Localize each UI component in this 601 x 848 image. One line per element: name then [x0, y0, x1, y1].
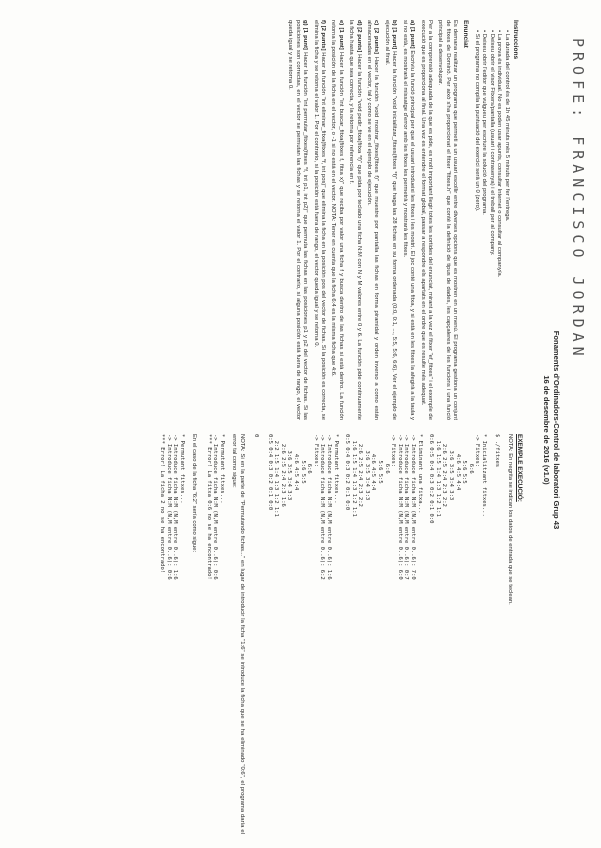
- example-note-second-error: En el caso de la ficha "6:2" sería como sigue:: [191, 434, 198, 553]
- exam-date: 16 de desembre de 2016 (v1.0): [542, 375, 551, 485]
- statement-column: [286, 20, 523, 420]
- instruction-item: • Deixeu obrir l'editor que vulgueu per escriure la solució del programa.: [481, 30, 488, 215]
- instruction-item: • La durada del control és de 1h 45 minuts més 5 minuts per fer l'entrega.: [503, 30, 510, 222]
- exam-header: [541, 240, 561, 620]
- console-output-permute: * Permutant fitxes... -> Introduce ficha N:M (N,M entre 0..6): 1:6 -> Introduce ficha N:M (N,M entre 0..6): 6:2 -> Fitxes: 6:6 5:6 5:5 4:6 4:5 4:4 3:6 3:5 3:4 3:3 2:6 2:5 2:4 2:3 1:6 2:2 1:5 1:4 1:3 1:2 1:1 0:5 0:4 0:3 0:2 0:1 0:0 0: [253, 434, 339, 580]
- exercise-part-f: f) [2 punts] Hacer la función "int eliminar_fitxa(fitxes *f, int pos)" que elimina la ficha en la posición pos del vector de fichas. Si la posición es correcta, se elimina la ficha y se retorna el valor 1. Por el contrario, si la posición está fuera de rango, el vector queda igual y se retorna 0.: [312, 20, 327, 420]
- exercise-part-c: c) [2 punts] Hacer la función "void mostrar_fitxes(fitxes f)" que muestre por pantalla las fichas en forma piramidal y orden inverso a como están almacenadas en el vector, tal y como se ve en el ejemplo de ejecución.: [366, 20, 380, 420]
- exam-title: Fonaments d'Ordinadors-Control de laboratori Grup 43: [552, 330, 561, 530]
- teacher-stamp: PROFE: FRANCISCO JORDAN: [569, 38, 587, 361]
- console-output-remove: * Eliminant una fitxa... -> Introduce ficha N:M (N,M entre 0..6): 7:0 -> Introduce ficha N:M (N,M entre 0..6): 0:7 -> Introduce ficha N:M (N,M entre 0..6): 6:0 -> Fitxes: 6:6 5:6 5:5 4:6 4:5 4:4 3:6 3:5 3:4 3:3 2:6 2:5 2:4 2:3 2:2 1:6 1:5 1:4 1:3 1:2 1:1 0:5 0:4 0:3 0:2 0:1 0:0: [344, 434, 423, 580]
- example-column: [158, 434, 523, 834]
- instruction-item: • Deixeu obrir el visor Fitxers/pantalla (usuari i contrasenya) i el treball per al company.: [488, 30, 495, 256]
- instruction-item: • La prova és individual. No es poden usar apunts, consultar Internet o consultar al company/a.: [496, 30, 503, 278]
- console-output-error-2: * Permutant fitxes... -> Introduce ficha N:M (N,M entre 0..6): 1:6 -> Introduce ficha N:M (N,M entre 0..6): 0:6 *** Error! La ficha 2 no se ha encontrado!: [159, 434, 185, 580]
- exercise-part-b: b) [1 punt] Hacer la función "void inicialitzar_fitxes(fitxes *f)" que haga las 28 fichas en su forma ordenada (0:0, 0:1, ..., 5:5, 5:6, 6:6). Ver el ejemplo de ejecución al final.: [383, 20, 398, 420]
- console-output-error: * Permutant fitxes... -> Introduce ficha N:M (N,M entre 0..6): 0:6 *** Error! La fitxa 0:6 no se ha encontrado!: [205, 434, 225, 580]
- instructions-heading: Instruccions: [512, 20, 519, 60]
- example-heading: EXEMPLE EXECUCIÓ:: [516, 434, 523, 502]
- exercise-part-d: d) [2 punts] Hacer la función "void pedir_fitxa(fitxa *f)" que pida por teclado una ficha N:M con N y M valores entre 0 y 6. La función pide continuamente la ficha hasta que sea correcta, y la retorna por referencia en f.: [348, 20, 362, 420]
- exercise-part-e: e) [1 punt] Hacer la función "int buscar_fitxa(fitxes f, fitxa x)" que reciba por valor una ficha f y busca dentro de las fichas si está dentro. La función retorna la posición de la ficha en el vector, o -1 si no está en el vector. NOTA: Tener en cuenta que la ficha 6:4 es la misma ficha que 4:6.: [330, 20, 344, 421]
- statement-paragraph: Es demana realitzar un programa que permeti a un usuari escollir entre diverses opcions que es mostren en un menú. El programa gestiona un conjunt de fitxes de Dominó. Per això s'ha proporcionat el fitxer "fitxes.h" que conté la definició de tipus de dades, les capçaleres de les funcions i una funció principal a desenvolupar.: [437, 20, 459, 420]
- exercise-part-g: g) [1 punt] Hacer la función "int permutar_fitxes(fitxes *f, int p1, int p2)" que permuta las fichas en las posiciones p1 y p2 del vector de fichas. Si las posiciones son correctas, en el vector se permutan las fichas y se retorna el valor 1. Por el contrario, si alguna posición está fuera de rango, el vector queda igual y se retorna 0.: [287, 20, 309, 420]
- example-note-error: NOTA: Si en la parte de "Permutando fichas..." en lugar de introducir la ficha "1:6" se introduce la ficha que se ha eliminado "0:6", el programa daría el error tal como sigue:: [231, 434, 245, 834]
- instruction-item: • Si el programa no compila la puntuació del exercici serà un 0 (zero).: [473, 30, 480, 212]
- statement-heading: Enunciat: [461, 20, 469, 48]
- console-output-init: $ ./fitxes * Inicialitzant fitxes... -> Fitxes: 6:6 5:6 5:5 4:6 4:5 4:4 3:6 3:5 3:4 3:3 2:6 2:5 2:4 2:3 2:2 1:6 1:5 1:4 1:3 1:2 1:1 0:6 0:5 0:4 0:3 0:2 0:1 0:0: [428, 434, 501, 524]
- exercise-part-a: a) [1 punt] Escriviu la funció principal per que el usuari introdueixi les fitxes i les mostri. El joc conté una fitxa, y si està en les fitxes la afegirà a la taula y si no està, es mostrarà el missatge d'error amb les fitxes les permetrà y mostrarà les fitxes.: [401, 20, 416, 421]
- example-note: NOTA: En negrita se indican los datos de entrada que se teclean.: [506, 434, 513, 605]
- statement-paragraph: Per a la comprensió adequada de la que es pide, es molt important llegir totes les sortides del enunciat, mirant a la vez el fitxer "ef_fitxes" i el exemple de execució que es proporciona al final. Una vez es entendre el format global, passar a respondre els apartats en el ordre que es resulte més adequat.: [419, 20, 433, 420]
